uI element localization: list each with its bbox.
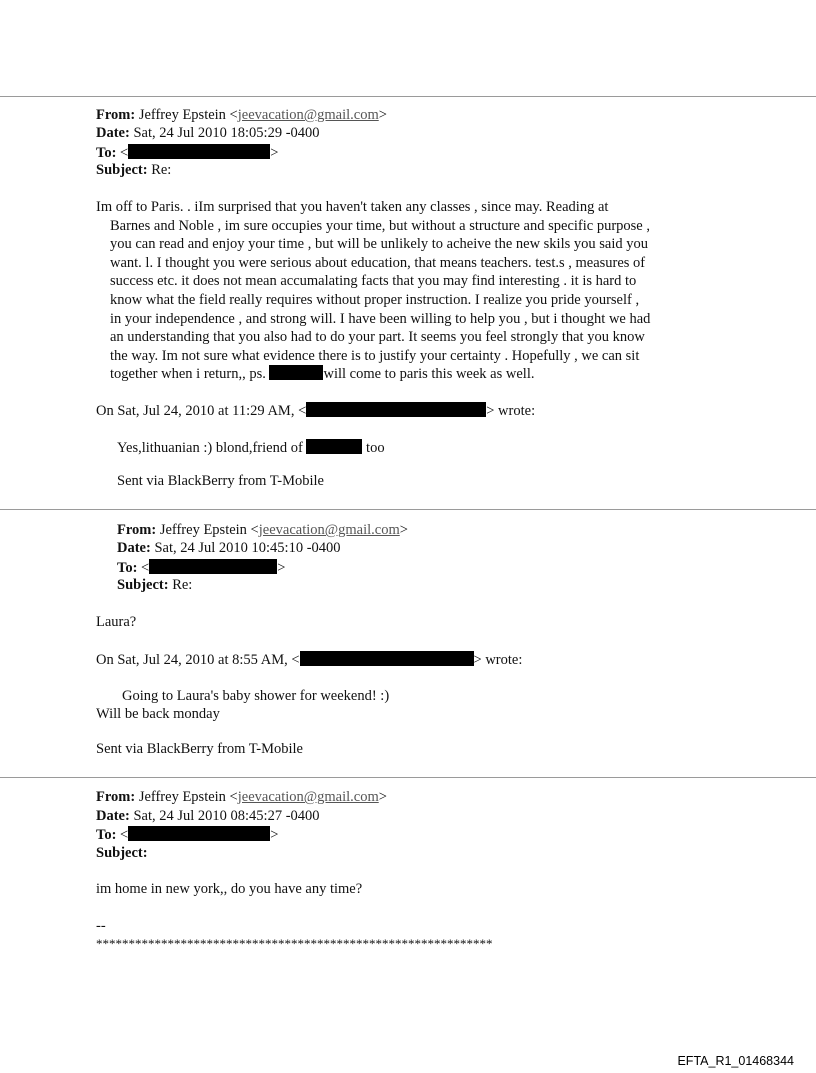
email3-to-line: To: < > — [96, 827, 279, 843]
email2-to-line: To: < > — [117, 560, 286, 576]
redaction-block — [128, 144, 270, 159]
to-label: To: — [117, 560, 138, 576]
body-line: an understanding that you also had to do your part. It seems you feel strongly that you know — [110, 329, 645, 346]
body-line: want. l. I thought you were serious about education, that means teachers. test.s , measures of — [110, 254, 646, 271]
sender-name: Jeffrey Epstein < — [138, 789, 238, 805]
sender-email-link[interactable]: jeevacation@gmail.com — [237, 789, 379, 805]
from-label: From: — [117, 522, 157, 538]
body-line-last: together when i return,, ps. will come to paris this week as well. — [110, 366, 535, 383]
redaction-block — [149, 559, 277, 574]
subject-value: Re: — [151, 162, 172, 178]
body-line: Im off to Paris. . iIm surprised that you haven't taken any classes , since may. Reading at — [96, 199, 609, 215]
body-line: know what the field really requires without proper instruction. I realize you pride yourself , — [110, 291, 640, 308]
email3-subject-line — [96, 845, 148, 862]
redaction-block — [269, 365, 323, 380]
email2-from-line: From: Jeffrey Epstein <jeevacation@gmail.com> — [117, 522, 408, 538]
email1-date-line — [96, 125, 320, 142]
signature-stars: ************************************************************* — [96, 936, 493, 951]
date-label: Date: — [117, 540, 151, 556]
sender-email-link[interactable]: jeevacation@gmail.com — [237, 107, 379, 123]
subject-value: Re: — [172, 577, 193, 593]
email2-quote-signature: Sent via BlackBerry from T-Mobile — [96, 741, 303, 757]
email2-date-line — [117, 540, 341, 557]
document-id: EFTA_R1_01468344 — [677, 1054, 794, 1068]
to-label: To: — [96, 145, 117, 161]
divider — [0, 777, 816, 778]
divider — [0, 509, 816, 510]
date-value: Sat, 24 Jul 2010 10:45:10 -0400 — [154, 540, 341, 556]
subject-label: Subject: — [96, 162, 148, 178]
email2-quote-line: Will be back monday — [96, 706, 220, 722]
sender-name: Jeffrey Epstein < — [138, 107, 238, 123]
from-label: From: — [96, 789, 136, 805]
email1-from-line: From: Jeffrey Epstein <jeevacation@gmail.com> — [96, 107, 387, 123]
email2-subject-line — [117, 577, 192, 594]
email3-date-line — [96, 808, 320, 825]
sender-email-link[interactable]: jeevacation@gmail.com — [258, 522, 400, 538]
redaction-block — [300, 651, 474, 666]
email1-body — [96, 198, 650, 384]
body-line: the way. Im not sure what evidence there is to justify your certainty . Hopefully , we can sit — [110, 347, 640, 364]
sender-name: Jeffrey Epstein < — [159, 522, 259, 538]
email3-body: im home in new york,, do you have any time? — [96, 881, 363, 897]
email1-quote-header: On Sat, Jul 24, 2010 at 11:29 AM, < > wrote: — [96, 403, 536, 419]
body-line: in your independence , and strong will. I have been willing to help you , but i thought we had — [110, 310, 651, 327]
email2-quote-line: Going to Laura's baby shower for weekend! :) — [122, 688, 390, 704]
body-line: Barnes and Noble , im sure occupies your time, but without a structure and specific purpose , — [110, 217, 650, 234]
email1-quote-signature: Sent via BlackBerry from T-Mobile — [117, 473, 324, 489]
divider — [0, 96, 816, 97]
email2-body: Laura? — [96, 614, 137, 630]
body-line: success etc. it does not mean accumalating facts that you may find interesting . it is hard to — [110, 273, 637, 290]
from-label: From: — [96, 107, 136, 123]
signature-dash: -- — [96, 918, 106, 934]
redaction-block — [128, 826, 270, 841]
subject-label: Subject: — [96, 845, 148, 861]
to-label: To: — [96, 827, 117, 843]
date-label: Date: — [96, 125, 130, 141]
redaction-block — [306, 439, 362, 454]
email2-quote-header: On Sat, Jul 24, 2010 at 8:55 AM, < > wrote: — [96, 652, 523, 668]
email1-to-line: To: < > — [96, 145, 279, 161]
subject-label: Subject: — [117, 577, 169, 593]
date-label: Date: — [96, 808, 130, 824]
date-value: Sat, 24 Jul 2010 08:45:27 -0400 — [133, 808, 320, 824]
email1-quote-line: Yes,lithuanian :) blond,friend of too — [117, 440, 385, 456]
email3-from-line: From: Jeffrey Epstein <jeevacation@gmail.com> — [96, 789, 387, 805]
body-line: you can read and enjoy your time , but will be unlikely to acheive the new skils you said you — [110, 236, 648, 253]
redaction-block — [306, 402, 486, 417]
email1-subject-line — [96, 162, 171, 179]
date-value: Sat, 24 Jul 2010 18:05:29 -0400 — [133, 125, 320, 141]
